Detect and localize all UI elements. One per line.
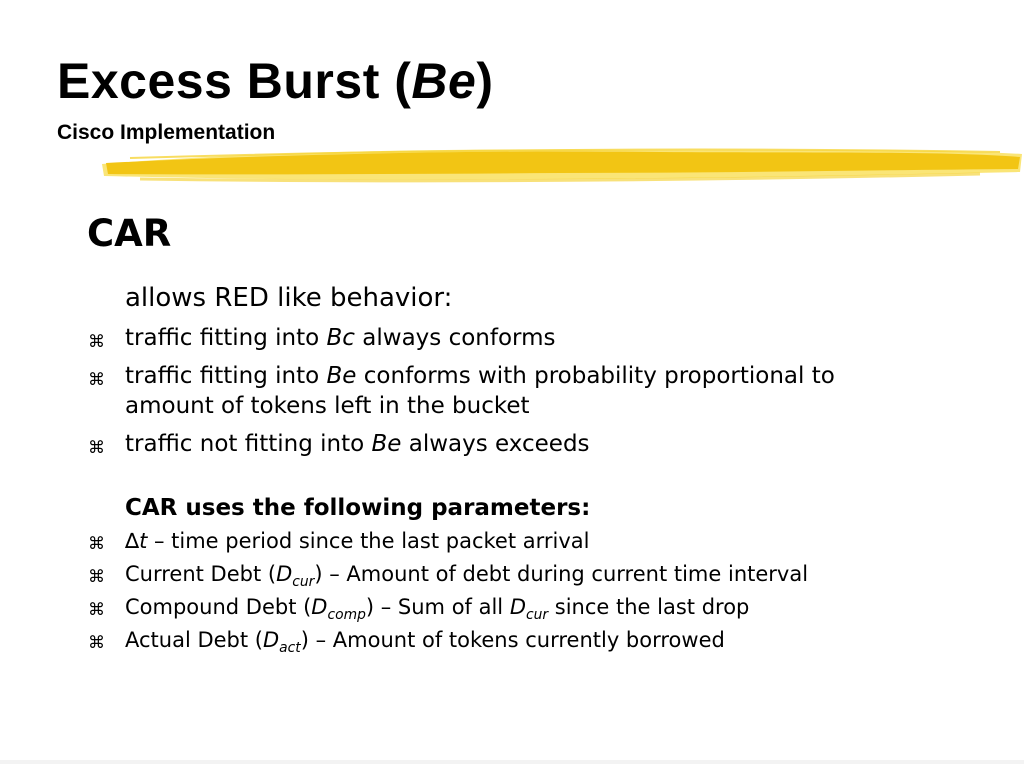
item-term: Be [371, 431, 402, 457]
behavior-list [88, 323, 928, 467]
command-key-icon: ⌘ [88, 534, 105, 554]
param-variable: D [276, 562, 293, 586]
item-text: conforms with probability proportional to amount of tokens left in the bucket [125, 363, 835, 419]
section-intro: allows RED like behavior: [125, 283, 453, 313]
param-variable: D [509, 595, 526, 619]
param-name: Compound Debt ( [125, 595, 312, 619]
param-variable: t [139, 529, 148, 553]
slide-title [57, 50, 493, 112]
param-subscript: cur [526, 606, 549, 623]
param-description: ) – Amount of tokens currently borrowed [300, 628, 725, 652]
param-variable: D [311, 595, 328, 619]
command-key-icon: ⌘ [88, 600, 105, 620]
list-item [88, 429, 928, 459]
title-close-paren: ) [476, 53, 494, 109]
param-description: – time period since the last packet arrival [147, 529, 590, 553]
list-item [88, 361, 928, 421]
slide-subtitle: Cisco Implementation [57, 121, 276, 144]
parameters-heading: CAR uses the following parameters: [125, 495, 591, 521]
param-subscript: comp [327, 606, 366, 623]
param-description: ) – Sum of all [365, 595, 510, 619]
command-key-icon: ⌘ [88, 567, 105, 587]
delta-symbol: ∆ [125, 529, 140, 553]
list-item [88, 627, 928, 654]
list-item [88, 323, 928, 353]
command-key-icon: ⌘ [88, 438, 105, 458]
item-text: traffic fitting into [125, 363, 327, 389]
param-subscript: act [279, 639, 301, 656]
command-key-icon: ⌘ [88, 633, 105, 653]
list-item [88, 561, 928, 588]
item-text: traffic not fitting into [125, 431, 372, 457]
footer-divider [0, 760, 1024, 764]
command-key-icon: ⌘ [88, 332, 105, 352]
item-text: always conforms [354, 325, 556, 351]
item-term: Be [326, 363, 357, 389]
param-description: ) – Amount of debt during current time interval [314, 562, 809, 586]
title-italic-term: Be [411, 53, 477, 109]
command-key-icon: ⌘ [88, 370, 105, 390]
highlighter-underline [100, 142, 1024, 190]
title-text: Excess Burst ( [57, 53, 412, 109]
param-subscript: cur [292, 573, 315, 590]
param-name: Actual Debt ( [125, 628, 263, 652]
param-name: Current Debt ( [125, 562, 277, 586]
parameter-list [88, 528, 928, 660]
item-text: always exceeds [401, 431, 590, 457]
param-variable: D [263, 628, 280, 652]
param-description: since the last drop [548, 595, 750, 619]
section-heading: CAR [87, 212, 172, 255]
item-text: traffic fitting into [125, 325, 327, 351]
list-item [88, 594, 928, 621]
list-item [88, 528, 928, 555]
item-term: Bc [326, 325, 355, 351]
